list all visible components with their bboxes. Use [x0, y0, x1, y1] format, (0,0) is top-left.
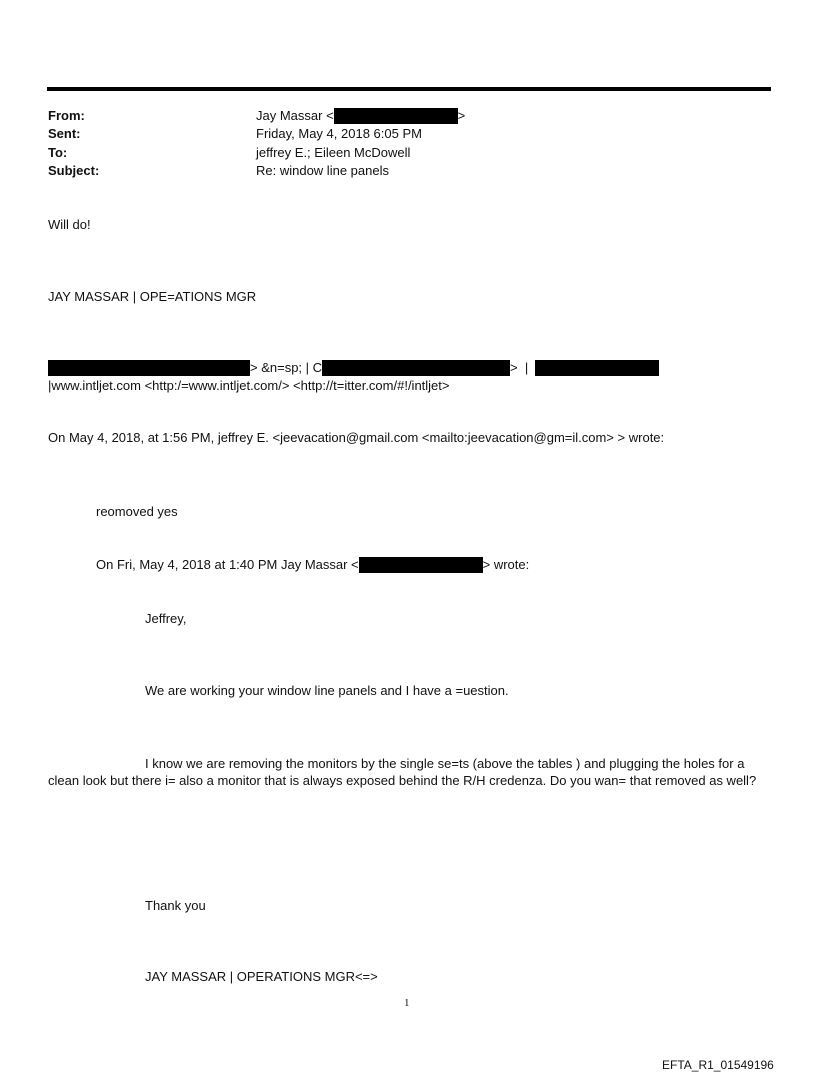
redaction-block [535, 360, 659, 376]
from-name: Jay Massar < [256, 108, 334, 123]
thanks: Thank you [145, 898, 206, 913]
redaction-block [334, 108, 458, 124]
from-close: > [457, 108, 466, 123]
paragraph-1: We are working your window line panels and I have a =uestion. [145, 683, 509, 698]
contact-line [48, 360, 659, 376]
greeting: Jeffrey, [145, 611, 187, 626]
reply-text: Will do! [48, 217, 91, 232]
to-value: jeffrey E.; Eileen McDowell [256, 145, 411, 160]
document-id: EFTA_R1_01549196 [662, 1058, 774, 1072]
sent-label: Sent: [48, 126, 81, 141]
sent-value: Friday, May 4, 2018 6:05 PM [256, 126, 422, 141]
contact-text-c: | [524, 360, 529, 375]
redaction-block [48, 360, 250, 376]
page-number: 1 [404, 997, 410, 1009]
header-rule [47, 87, 771, 91]
contact-text-b: > [510, 360, 518, 375]
from-label: From: [48, 108, 85, 123]
quote-text-1: reomoved yes [96, 504, 178, 519]
to-label: To: [48, 145, 68, 160]
paragraph-2: I know we are removing the monitors by the single se=ts (above the tables ) and plugging the holes for a clean look but there i= also a monitor that is always exposed behind the R/H credenza. Do you wan= that removed as well? [48, 756, 757, 788]
redaction-block [322, 360, 510, 376]
website-links[interactable]: |www.intljet.com <http:/=www.intljet.com/> <http://t=itter.com/#!/intljet> [48, 378, 450, 393]
signature-line-2: JAY MASSAR | OPERATIONS MGR<=> [145, 969, 378, 984]
contact-text-a: > &n=sp; | C [250, 360, 323, 375]
quote-header-2b: > wrote: [482, 557, 530, 572]
signature-line: JAY MASSAR | OPE=ATIONS MGR [48, 289, 257, 304]
subject-value: Re: window line panels [256, 163, 389, 178]
quote-header-1: On May 4, 2018, at 1:56 PM, jeffrey E. <jeevacation@gmail.com <mailto:jeevacation@gm=il.com> > wrote: [48, 430, 665, 445]
subject-label: Subject: [48, 163, 100, 178]
redaction-block [359, 557, 483, 573]
quote-header-2a: On Fri, May 4, 2018 at 1:40 PM Jay Massar < [96, 557, 359, 572]
from-value [256, 108, 465, 124]
quote-header-2 [96, 557, 529, 573]
